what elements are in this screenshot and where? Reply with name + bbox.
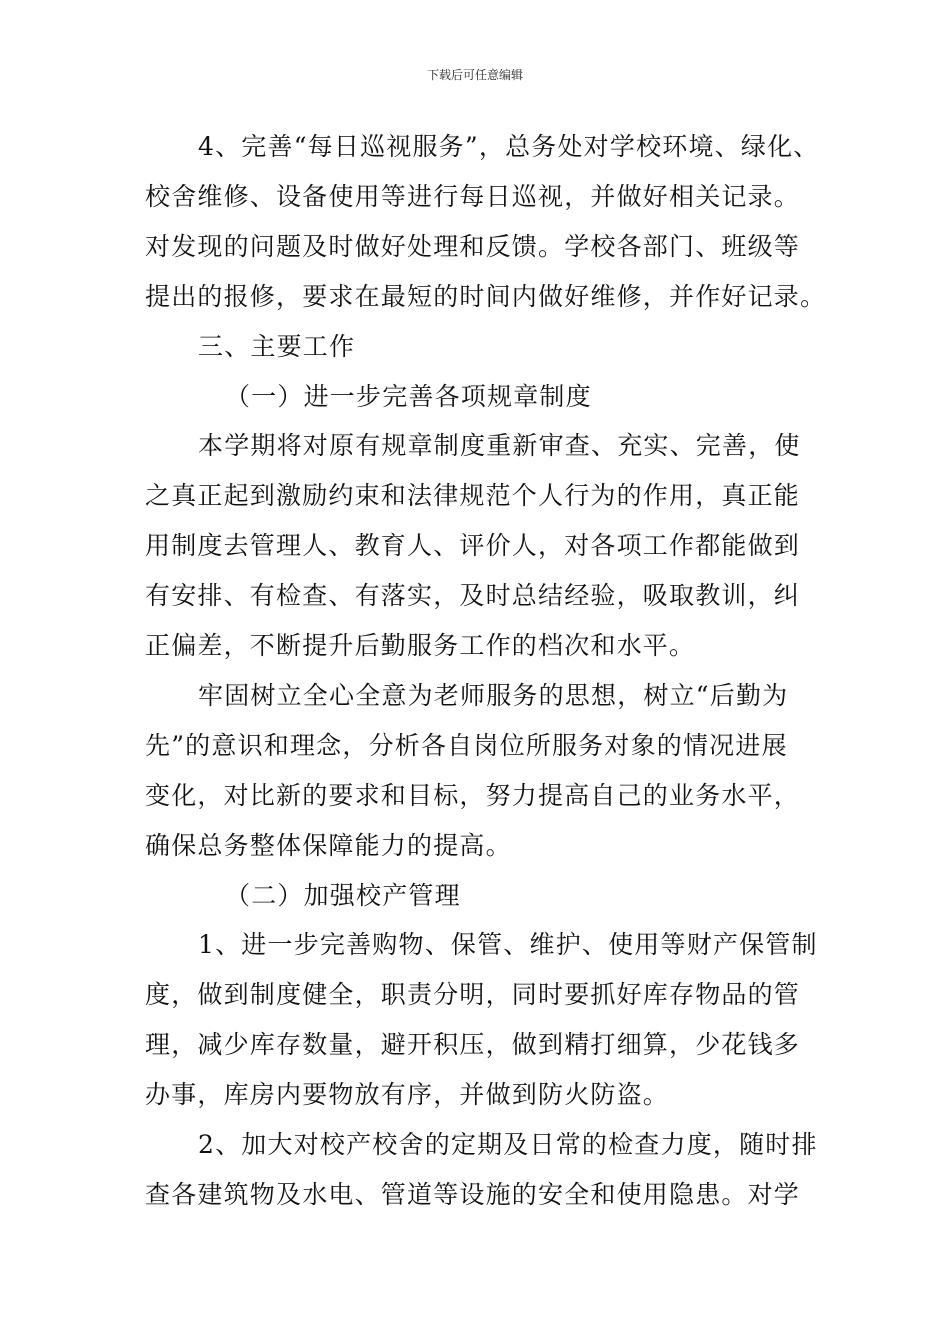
page-header: 下载后可任意编辑 — [426, 68, 523, 82]
text-line: （一）进一步完善各项规章制度 — [225, 382, 592, 411]
text-line: 三、主要工作 — [198, 332, 356, 361]
text-line: 2、加大对校产校舍的定期及日常的检查力度，随时排 — [198, 1130, 818, 1159]
text-line: 先”的意识和理念，分析各自岗位所服务对象的情况进展 — [145, 731, 788, 760]
text-line: 提出的报修，要求在最短的时间内做好维修，并作好记录。 — [145, 282, 827, 311]
text-line: 之真正起到激励约束和法律规范个人行为的作用，真正能 — [145, 481, 801, 510]
text-line: 确保总务整体保障能力的提高。 — [145, 831, 512, 860]
text-line: 正偏差，不断提升后勤服务工作的档次和水平。 — [145, 631, 696, 660]
text-line: 校舍维修、设备使用等进行每日巡视，并做好相关记录。 — [145, 182, 801, 211]
text-line: 牢固树立全心全意为老师服务的思想，树立“后勤为 — [198, 681, 789, 710]
text-line: 用制度去管理人、教育人、评价人，对各项工作都能做到 — [145, 531, 801, 560]
text-line: 变化，对比新的要求和目标，努力提高自己的业务水平， — [145, 781, 801, 810]
text-line: 对发现的问题及时做好处理和反馈。学校各部门、班级等 — [145, 232, 801, 261]
text-line: 有安排、有检查、有落实，及时总结经验，吸取教训，纠 — [145, 581, 801, 610]
text-line: 理，减少库存数量，避开积压，做到精打细算，少花钱多 — [145, 1030, 801, 1059]
text-line: 查各建筑物及水电、管道等设施的安全和使用隐患。对学 — [145, 1180, 801, 1209]
text-line: 4、完善“每日巡视服务”，总务处对学校环境、绿化、 — [198, 132, 820, 161]
text-line: 办事，库房内要物放有序，并做到防火防盗。 — [145, 1080, 670, 1109]
text-line: 1、进一步完善购物、保管、维护、使用等财产保管制 — [198, 930, 818, 959]
text-line: （二）加强校产管理 — [225, 881, 461, 910]
text-line: 度，做到制度健全，职责分明，同时要抓好库存物品的管 — [145, 980, 801, 1009]
text-line: 本学期将对原有规章制度重新审查、充实、完善，使 — [198, 431, 801, 460]
